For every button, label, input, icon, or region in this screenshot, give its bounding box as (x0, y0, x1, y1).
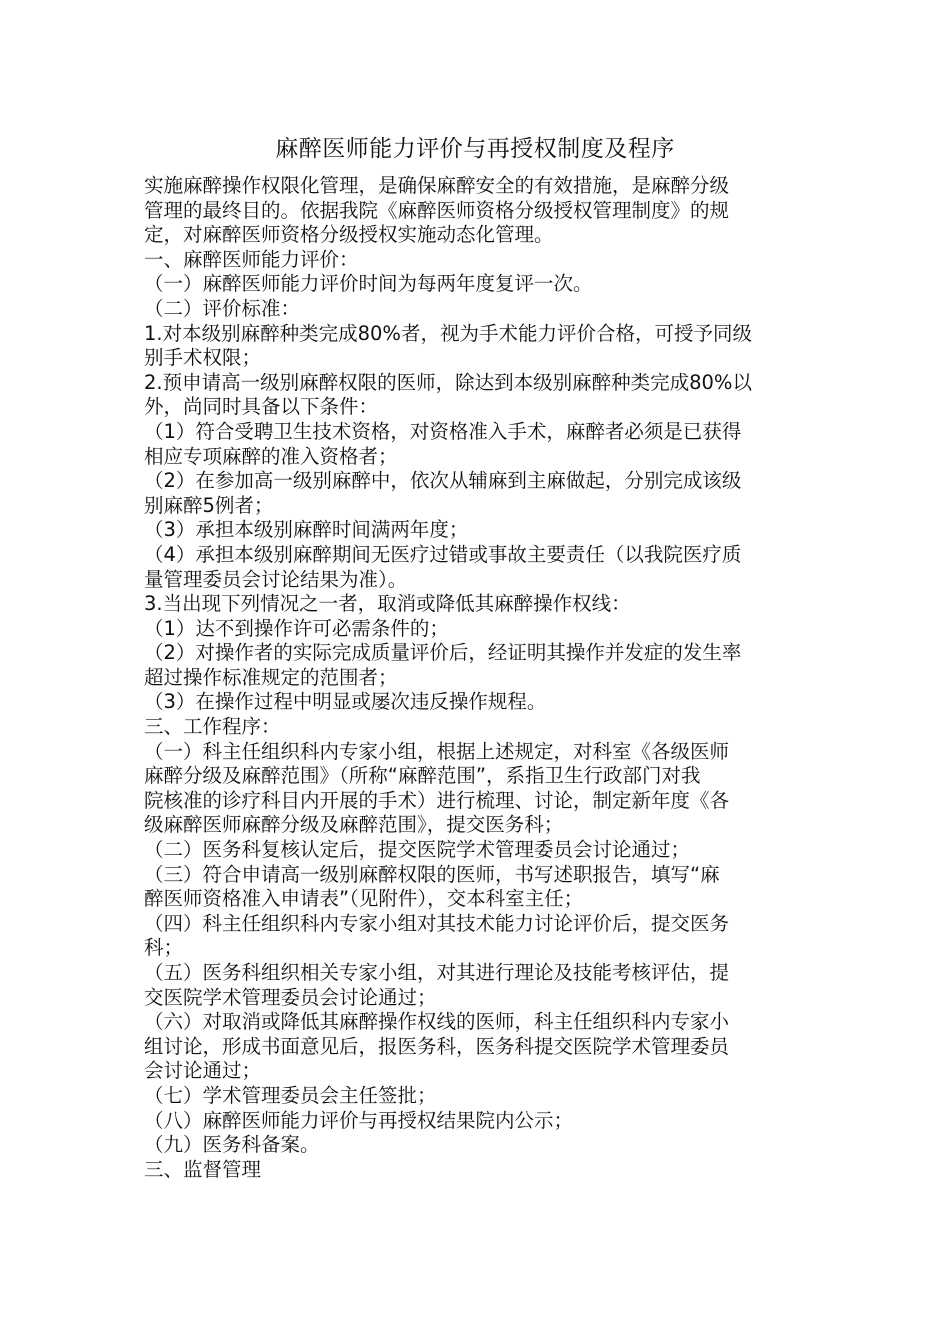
text-line: （七）学术管理委员会主任签批； (144, 1083, 437, 1107)
text-line: 一、麻醉医师能力评价： (144, 247, 359, 271)
text-line: （2）对操作者的实际完成质量评价后，经证明其操作并发症的发生率 (144, 641, 742, 665)
text-line: （2）在参加高一级别麻醉中，依次从辅麻到主麻做起，分别完成该级 (144, 469, 742, 493)
text-line: （二）评价标准： (144, 296, 301, 320)
text-line: （1）符合受聘卫生技术资格，对资格准入手术，麻醉者必须是已获得 (144, 419, 742, 443)
text-line: （六）对取消或降低其麻醉操作权线的医师，科主任组织科内专家小 (144, 1010, 730, 1034)
text-line: （四）科主任组织科内专家小组对其技术能力讨论评价后，提交医务 (144, 911, 730, 935)
text-line: （五）医务科组织相关专家小组，对其进行理论及技能考核评估，提 (144, 961, 730, 984)
text-line: （一）科主任组织科内专家小组，根据上述规定，对科室《各级医师 (144, 739, 730, 763)
text-line: 超过操作标准规定的范围者； (144, 665, 398, 689)
text-line: 管理的最终目的。依据我院《麻醉医师资格分级授权管理制度》的规 (144, 198, 730, 222)
text-line: （三）符合申请高一级别麻醉权限的医师，书写述职报告，填写“麻 (144, 862, 720, 886)
text-line: （一）麻醉医师能力评价时间为每两年度复评一次。 (144, 272, 593, 296)
text-line: 1.对本级别麻醉种类完成80%者，视为手术能力评价合格，可授予同级 (144, 321, 752, 345)
text-line: （3）在操作过程中明显或屡次违反操作规程。 (144, 690, 547, 714)
document-title: 麻醉医师能力评价与再授权制度及程序 (275, 136, 675, 162)
text-line: 相应专项麻醉的准入资格者； (144, 444, 398, 468)
text-line: 3.当出现下列情况之一者，取消或降低其麻醉操作权线： (144, 592, 631, 616)
text-line: （二）医务科复核认定后，提交医院学术管理委员会讨论通过； (144, 838, 691, 862)
text-line: 级麻醉医师麻醉分级及麻醉范围》，提交医务科； (144, 813, 564, 837)
text-line: （1）达不到操作许可必需条件的； (144, 616, 449, 640)
text-line: （八）麻醉医师能力评价与再授权结果院内公示； (144, 1108, 574, 1132)
text-line: 别手术权限； (144, 346, 262, 370)
text-line: 组讨论，形成书面意见后，报医务科，医务科提交医院学术管理委员 (144, 1034, 730, 1058)
text-line: 实施麻醉操作权限化管理，是确保麻醉安全的有效措施，是麻醉分级 (144, 174, 730, 197)
text-line: （3）承担本级别麻醉时间满两年度； (144, 518, 469, 542)
text-line: 科； (144, 936, 184, 960)
text-line: 外，尚同时具备以下条件： (144, 395, 379, 419)
text-line: 麻醉分级及麻醉范围》（所称“麻醉范围”，系指卫生行政部门对我 (144, 764, 701, 788)
text-line: 2.预申请高一级别麻醉权限的医师，除达到本级别麻醉种类完成80%以 (144, 370, 752, 394)
text-line: 院核准的诊疗科目内开展的手术）进行梳理、讨论，制定新年度《各 (144, 788, 730, 812)
text-line: 会讨论通过； (144, 1059, 262, 1083)
text-line: 量管理委员会讨论结果为准）。 (144, 567, 408, 591)
text-line: （4）承担本级别麻醉期间无医疗过错或事故主要责任（以我院医疗质 (144, 542, 742, 566)
text-line: 别麻醉5例者； (144, 493, 274, 517)
text-line: 定，对麻醉医师资格分级授权实施动态化管理。 (144, 223, 554, 247)
text-line: 三、工作程序： (144, 715, 281, 739)
text-line: 三、监督管理 (144, 1157, 262, 1181)
text-line: 交医院学术管理委员会讨论通过； (144, 985, 437, 1009)
text-line: （九）医务科备案。 (144, 1133, 320, 1157)
text-line: 醉医师资格准入申请表”（见附件），交本科室主任； (144, 887, 584, 911)
document-body (144, 174, 810, 1182)
